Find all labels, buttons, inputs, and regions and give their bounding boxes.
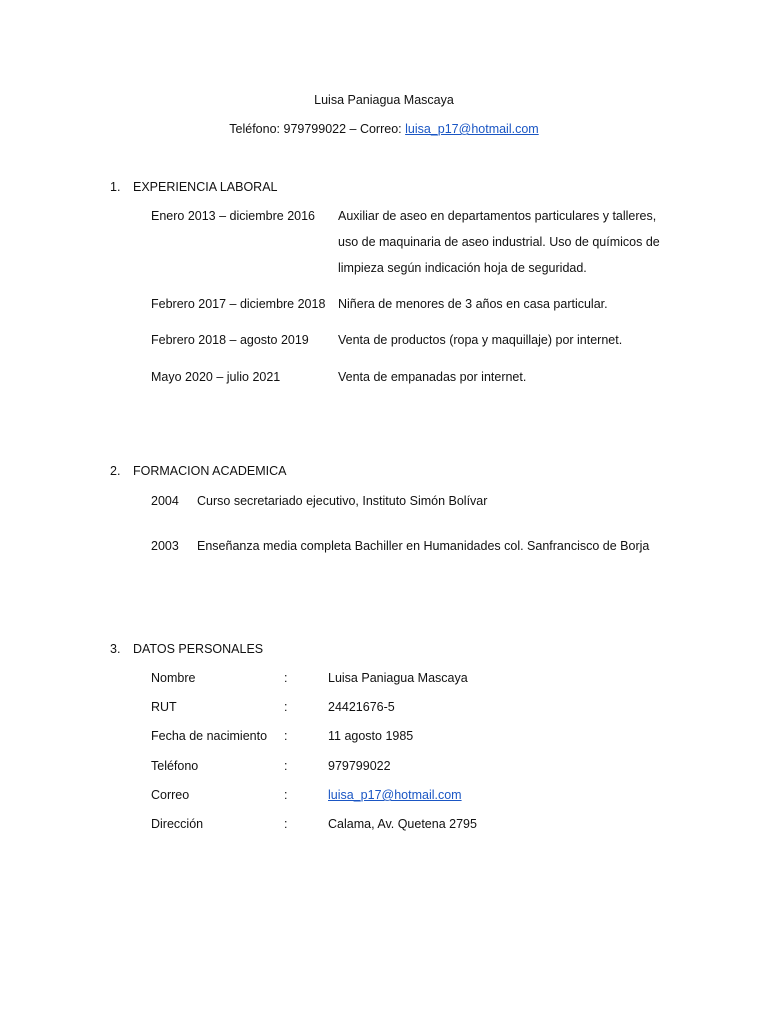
section-title: FORMACION ACADEMICA bbox=[133, 464, 287, 478]
personal-data-label: Dirección bbox=[151, 817, 204, 831]
section-title: EXPERIENCIA LABORAL bbox=[133, 180, 278, 194]
section-number: 3. bbox=[110, 642, 121, 656]
experience-period: Enero 2013 – diciembre 2016 bbox=[151, 209, 316, 223]
section-number: 2. bbox=[110, 464, 121, 478]
experience-period: Mayo 2020 – julio 2021 bbox=[151, 370, 281, 384]
personal-data-label: Teléfono bbox=[151, 759, 199, 773]
personal-data-separator: : bbox=[284, 759, 288, 773]
education-description: Enseñanza media completa Bachiller en Humanidades col. Sanfrancisco de Borja bbox=[197, 539, 650, 553]
personal-data-separator: : bbox=[284, 788, 288, 802]
personal-data-separator: : bbox=[284, 671, 288, 685]
experience-description-line: limpieza según indicación hoja de seguridad. bbox=[338, 261, 587, 275]
personal-data-label: RUT bbox=[151, 700, 177, 714]
personal-data-value: Luisa Paniagua Mascaya bbox=[328, 671, 468, 685]
document-name-heading: Luisa Paniagua Mascaya bbox=[314, 93, 454, 107]
personal-data-separator: : bbox=[284, 729, 288, 743]
personal-data-label: Nombre bbox=[151, 671, 196, 685]
experience-description-line: Niñera de menores de 3 años en casa particular. bbox=[338, 297, 608, 311]
contact-prefix: Teléfono: 979799022 – Correo: bbox=[229, 122, 406, 136]
personal-data-value: Calama, Av. Quetena 2795 bbox=[328, 817, 477, 831]
personal-email-link[interactable]: luisa_p17@hotmail.com bbox=[328, 788, 462, 802]
experience-description-line: Venta de empanadas por internet. bbox=[338, 370, 527, 384]
section-number: 1. bbox=[110, 180, 121, 194]
experience-period: Febrero 2017 – diciembre 2018 bbox=[151, 297, 326, 311]
section-title: DATOS PERSONALES bbox=[133, 642, 264, 656]
education-year: 2004 bbox=[151, 494, 179, 508]
personal-data-label: Fecha de nacimiento bbox=[151, 729, 268, 743]
contact-email-link[interactable]: luisa_p17@hotmail.com bbox=[405, 122, 539, 136]
personal-data-separator: : bbox=[284, 817, 288, 831]
experience-period: Febrero 2018 – agosto 2019 bbox=[151, 333, 309, 347]
education-description: Curso secretariado ejecutivo, Instituto Simón Bolívar bbox=[197, 494, 488, 508]
education-year: 2003 bbox=[151, 539, 179, 553]
personal-data-separator: : bbox=[284, 700, 288, 714]
personal-data-value: 24421676-5 bbox=[328, 700, 395, 714]
contact-line bbox=[0, 122, 768, 136]
personal-data-value: 11 agosto 1985 bbox=[328, 729, 414, 743]
experience-description-line: Auxiliar de aseo en departamentos particulares y talleres, bbox=[338, 209, 657, 223]
personal-data-label: Correo bbox=[151, 788, 190, 802]
experience-description-line: Venta de productos (ropa y maquillaje) por internet. bbox=[338, 333, 623, 347]
experience-description-line: uso de maquinaria de aseo industrial. Uso de químicos de bbox=[338, 235, 660, 249]
personal-data-value: 979799022 bbox=[328, 759, 391, 773]
